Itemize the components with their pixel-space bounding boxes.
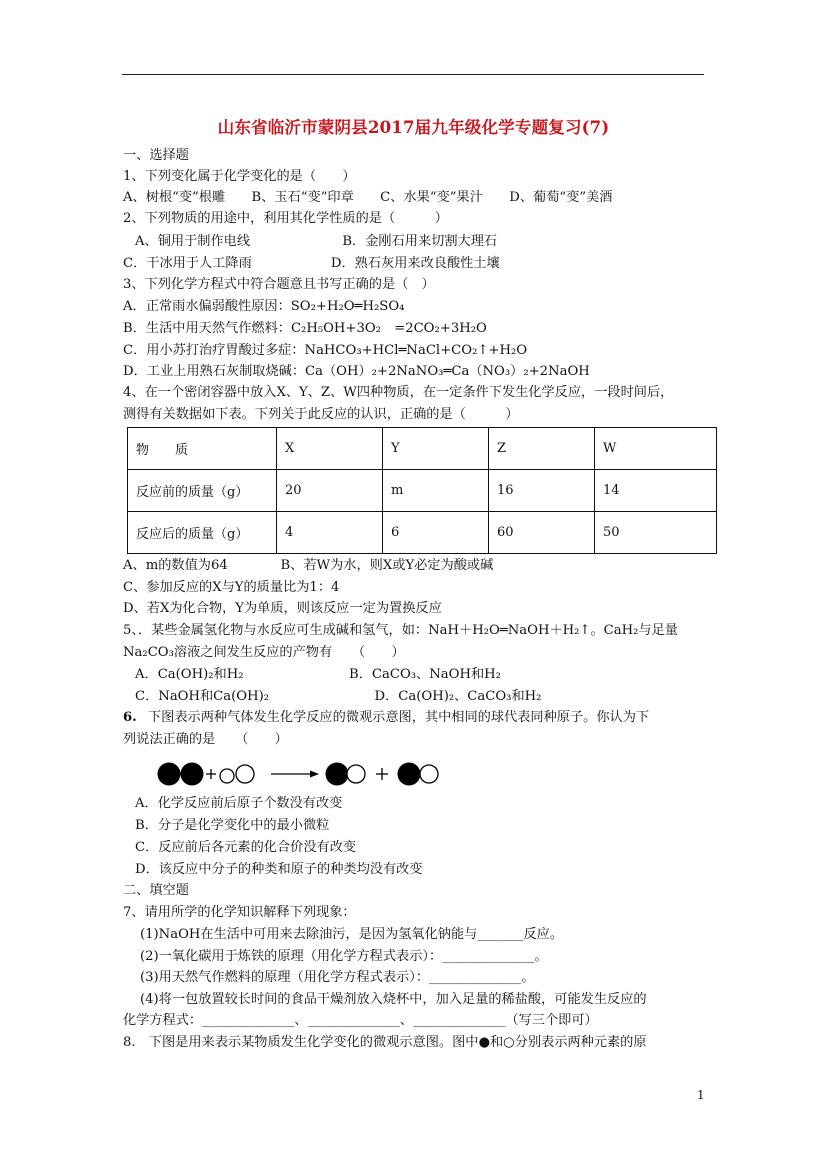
table-cell: 60 xyxy=(489,512,595,554)
section-heading-choice: 一、选择题 xyxy=(123,148,189,163)
header-rule xyxy=(122,74,704,75)
table-header-row xyxy=(128,428,717,470)
table-cell: 16 xyxy=(489,470,595,512)
q2-stem: 2、下列物质的用途中，利用其化学性质的是（ ） xyxy=(123,211,448,226)
q6-option-d: D．该反应中分子的种类和原子的种类均没有改变 xyxy=(135,862,423,877)
white-atom xyxy=(220,769,234,783)
q1-options: A、树根“变”根雕 B、玉石“变”印章 C、水果“变”果汁 D、葡萄“变”美酒 xyxy=(123,190,613,205)
q5-stem-line1: 5、．某些金属氢化物与水反应可生成碱和氢气，如：NaH＋H₂O═NaOH＋H₂↑。CaH₂与足量 xyxy=(123,623,678,638)
q6-option-b: B．分子是化学变化中的最小微粒 xyxy=(135,818,330,833)
table-cell: m xyxy=(383,470,489,512)
q5-options-ab: A．Ca(OH)₂和H₂ B．CaCO₃、NaOH和H₂ xyxy=(135,667,501,682)
black-atom xyxy=(181,763,204,786)
q4-stem-line1: 4、在一个密闭容器中放入X、Y、Z、W四种物质，在一定条件下发生化学反应，一段时间后， xyxy=(123,385,674,400)
table-cell: 反应后的质量（g） xyxy=(128,512,277,554)
q2-options-ab: A、铜用于制作电线 B．金刚石用来切割大理石 xyxy=(135,234,498,249)
table-cell: W xyxy=(595,428,717,470)
q4-option-d: D、若X为化合物，Y为单质，则该反应一定为置换反应 xyxy=(123,601,442,616)
q7-stem: 7、请用所学的化学知识解释下列现象： xyxy=(123,905,356,920)
table-cell: 反应前的质量（g） xyxy=(128,470,277,512)
q7-part-4-line2: 化学方程式：______________、______________、______________（写三个即可） xyxy=(123,1013,598,1028)
q5-stem-line2: Na₂CO₃溶液之间发生反应的产物有 （ ） xyxy=(123,645,405,660)
table-cell: 4 xyxy=(277,512,383,554)
q7-part-4-line1: (4)将一包放置较长时间的食品干燥剂放入烧杯中，加入足量的稀盐酸，可能发生反应的 xyxy=(140,992,647,1007)
table-cell: Y xyxy=(383,428,489,470)
q3-option-b: B．生活中用天然气作燃料：C₂H₅OH+3O₂ =2CO₂+3H₂O xyxy=(123,321,487,336)
q4-options-ab: A、m的数值为64 B、若W为水，则X或Y必定为酸或碱 xyxy=(123,558,494,573)
q4-stem-line2: 测得有关数据如下表。下列关于此反应的认识，正确的是（ ） xyxy=(123,407,519,422)
q1-stem: 1、下列变化属于化学变化的是（ ） xyxy=(123,169,356,184)
q6-stem-line1: 下图表示两种气体发生化学反应的微观示意图，其中相同的球代表同种原子。你认为下 xyxy=(148,710,650,725)
page-number: 1 xyxy=(697,1088,705,1102)
white-atom xyxy=(236,765,254,783)
table-row xyxy=(128,512,717,554)
table-row xyxy=(128,470,717,512)
reaction-arrow-head xyxy=(310,771,319,778)
q7-part-3: (3)用天然气作燃料的原理（用化学方程式表示）：______________。 xyxy=(140,970,535,985)
q4-option-c: C、参加反应的X与Y的质量比为1：4 xyxy=(123,580,340,595)
q6-option-c: C．反应前后各元素的化合价没有改变 xyxy=(135,840,357,855)
q7-part-1: (1)NaOH在生活中可用来去除油污，是因为氢氧化钠能与_______反应。 xyxy=(140,927,564,942)
q2-options-cd: C．干冰用于人工降雨 D．熟石灰用来改良酸性土壤 xyxy=(123,256,500,271)
reaction-diagram xyxy=(150,757,450,793)
table-cell: 6 xyxy=(383,512,489,554)
q4-data-table xyxy=(127,427,717,554)
table-cell: X xyxy=(277,428,383,470)
q6-number: 6. xyxy=(123,710,137,725)
q5-options-cd: C．NaOH和Ca(OH)₂ D．Ca(OH)₂、CaCO₃和H₂ xyxy=(135,689,542,704)
table-cell: 20 xyxy=(277,470,383,512)
black-atom xyxy=(326,763,349,786)
q8-stem: 8. 下图是用来表示某物质发生化学变化的微观示意图。图中●和○分别表示两种元素的原 xyxy=(123,1035,647,1050)
q7-part-2: (2)一氧化碳用于炼铁的原理（用化学方程式表示）：______________。 xyxy=(140,949,548,964)
table-cell: 50 xyxy=(595,512,717,554)
q3-stem: 3、下列化学方程式中符合题意且书写正确的是（ ） xyxy=(123,277,435,292)
white-atom xyxy=(347,765,365,783)
q3-option-a: A．正常雨水偏弱酸性原因：SO₂+H₂O═H₂SO₄ xyxy=(123,299,405,314)
white-atom xyxy=(420,765,438,783)
page-title: 山东省临沂市蒙阴县2017届九年级化学专题复习(7) xyxy=(217,118,610,137)
black-atom xyxy=(398,763,421,786)
table-cell: 物 质 xyxy=(128,428,277,470)
table-cell: Z xyxy=(489,428,595,470)
black-atom xyxy=(158,763,181,786)
q6-option-a: A．化学反应前后原子个数没有改变 xyxy=(135,796,343,811)
section-heading-fill: 二、填空题 xyxy=(123,883,189,898)
q3-option-d: D．工业上用熟石灰制取烧碱：Ca（OH）₂+2NaNO₃═Ca（NO₃）₂+2NaOH xyxy=(123,364,590,379)
q3-option-c: C．用小苏打治疗胃酸过多症：NaHCO₃+HCl═NaCl+CO₂↑+H₂O xyxy=(123,343,528,358)
table-cell: 14 xyxy=(595,470,717,512)
q6-stem-line2: 列说法正确的是 （ ） xyxy=(123,732,288,747)
